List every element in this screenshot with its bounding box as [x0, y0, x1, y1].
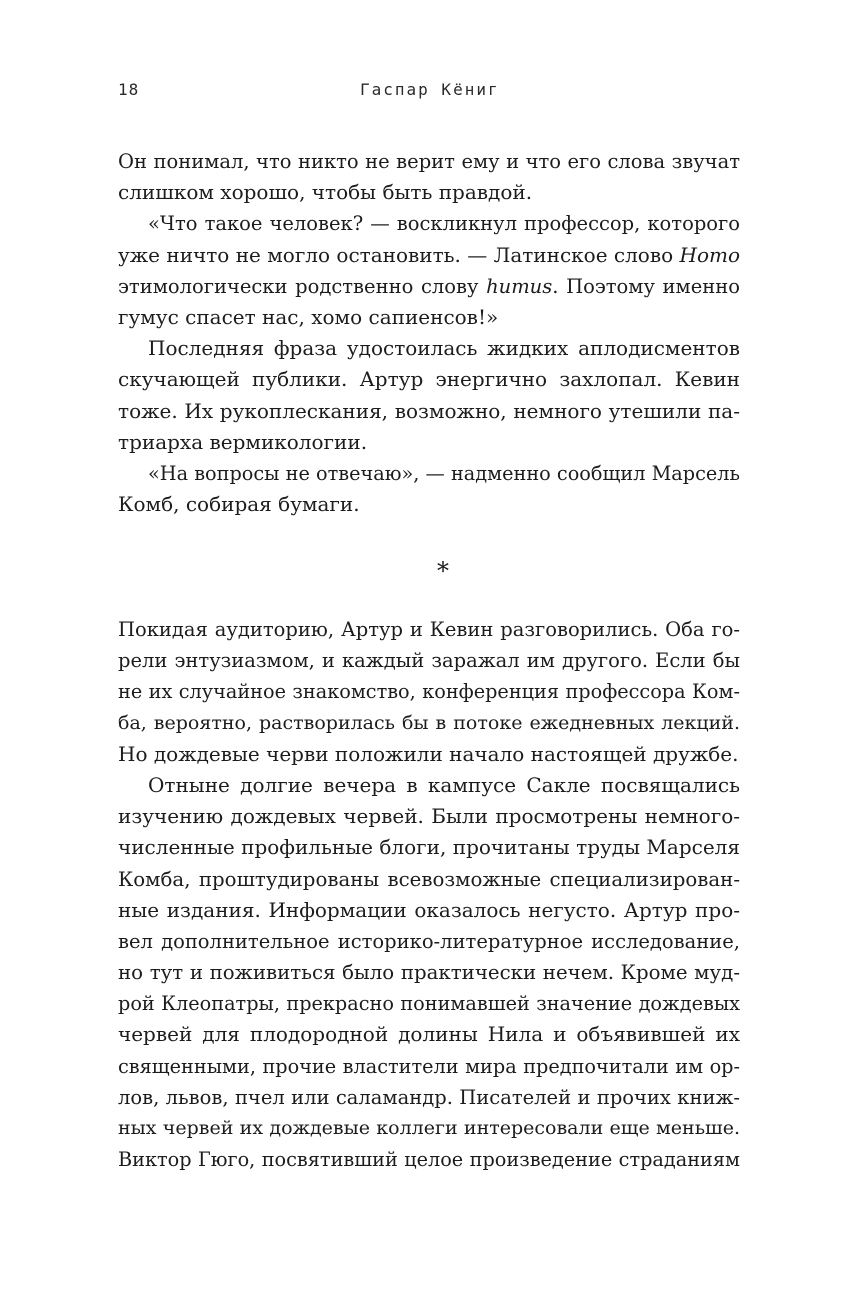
text-block-top [118, 146, 740, 520]
text-line: Последняя фраза удостоилась жидких аплодисментов [148, 336, 740, 361]
text-line: скучающей публики. Артур энергично захлопал. Кевин [118, 367, 740, 392]
paragraph [118, 614, 740, 770]
section-break-asterisk: * [437, 557, 449, 585]
page-header [0, 80, 856, 106]
text-fragment: . Поэтому именно [552, 274, 740, 298]
paragraph [118, 146, 740, 208]
text-line: «Что такое человек? — воскликнул профессор, которого [148, 212, 740, 236]
text-line: но тут и поживиться было практически нечем. Кроме муд- [118, 961, 740, 985]
text-line: рели энтузиазмом, и каждый заражал им другого. Если бы [118, 649, 740, 673]
text-line: червей для плодородной долины Нила и объявившей их [118, 1022, 740, 1047]
page-number: 18 [118, 80, 140, 99]
text-line: лов, львов, пчел или саламандр. Писателей и прочих книж- [118, 1085, 740, 1109]
paragraph [118, 770, 740, 1175]
italic-term-humus: humus [486, 274, 553, 298]
running-head-author: Гаспар Кёниг [360, 80, 500, 99]
italic-term-homo: Homo [679, 242, 741, 267]
text-line: Виктор Гюго, посвятивший целое произведение страданиям [118, 1148, 740, 1172]
text-line: «На вопросы не отвечаю», — надменно сообщил Марсель [148, 461, 740, 485]
text-line: Покидая аудиторию, Артур и Кевин разговорились. Оба го- [118, 618, 740, 641]
text-line: триарха вермикологии. [118, 429, 368, 454]
text-line: вел дополнительное историко-литературное исследование, [118, 929, 740, 953]
paragraph [118, 333, 740, 458]
text-line: рой Клеопатры, прекрасно понимавшей значение дождевых [118, 992, 740, 1016]
paragraph [118, 458, 740, 520]
text-line: изучению дождевых червей. Были просмотрены немного- [118, 804, 740, 829]
text-line: ные издания. Информации оказалось негусто. Артур про- [118, 897, 740, 922]
text-line [118, 240, 740, 271]
text-line: не их случайное знакомство, конференция профессора Ком- [118, 680, 740, 704]
text-block-bottom [118, 614, 740, 1175]
text-line: слишком хорошо, чтобы быть правдой. [118, 180, 533, 205]
text-line: Комба, проштудированы всевозможные специализирован- [118, 867, 740, 891]
text-fragment: уже ничто не могло остановить. — Латинское слово [118, 242, 680, 267]
paragraph [118, 208, 740, 333]
text-line: тоже. Их рукоплескания, возможно, немного утешили па- [118, 398, 740, 423]
text-line: Он понимал, что никто не верит ему и что его слова звучат [118, 150, 740, 173]
text-line: Комб, собирая бумаги. [118, 492, 360, 517]
text-line: Отныне долгие вечера в кампусе Сакле посвящались [148, 772, 740, 797]
text-fragment: этимологически родственно слову [118, 274, 487, 298]
text-line: Но дождевые черви положили начало настоящей дружбе. [118, 741, 739, 766]
text-line: гумус спасет нас, хомо сапиенсов!» [118, 304, 499, 329]
text-line: священными, прочие властители мира предпочитали им ор- [118, 1054, 740, 1078]
text-line: численные профильные блоги, прочитаны труды Марселя [118, 835, 740, 860]
text-line: ных червей их дождевые коллеги интересовали еще меньше. [118, 1117, 740, 1139]
text-line [118, 271, 740, 302]
text-line: ба, вероятно, растворилась бы в потоке ежедневных лекций. [118, 711, 740, 734]
